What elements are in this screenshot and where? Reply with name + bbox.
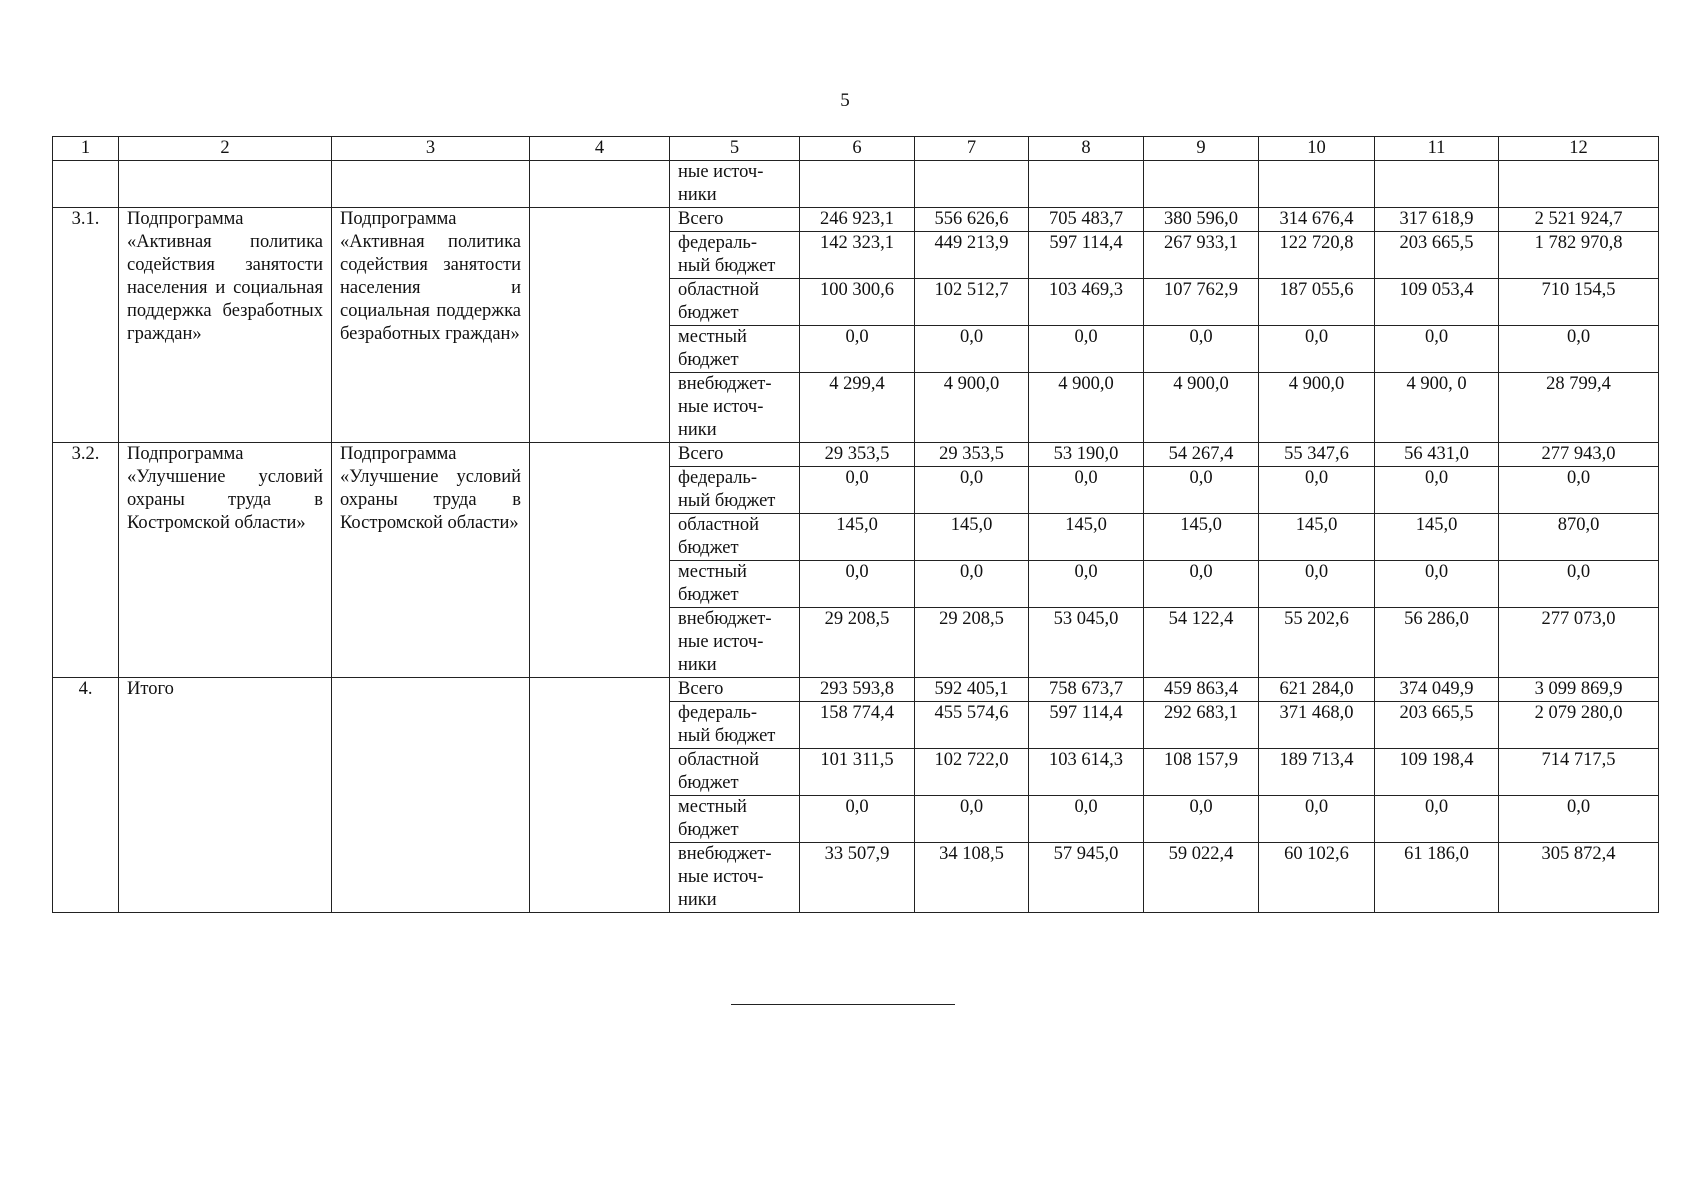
value-cell: 109 053,4 [1375, 279, 1499, 326]
source-cell [670, 443, 800, 467]
value-cell: 0,0 [1375, 326, 1499, 373]
source-line: бюджет [678, 303, 739, 323]
value-cell: 145,0 [915, 514, 1029, 561]
budget-table [52, 136, 1659, 913]
source-cell [670, 561, 800, 608]
page-number: 5 [840, 90, 850, 111]
value-cell: 0,0 [915, 796, 1029, 843]
column-4-cell [530, 443, 670, 678]
value-cell: 29 353,5 [915, 443, 1029, 467]
footer-rule [731, 1004, 955, 1005]
value-cell: 277 073,0 [1499, 608, 1659, 678]
value-cell: 203 665,5 [1375, 702, 1499, 749]
source-line: федераль- [678, 703, 758, 723]
value-cell: 203 665,5 [1375, 232, 1499, 279]
empty-cell [800, 161, 915, 208]
value-cell: 714 717,5 [1499, 749, 1659, 796]
source-line: бюджет [678, 585, 739, 605]
value-cell: 0,0 [800, 561, 915, 608]
value-cell: 107 762,9 [1144, 279, 1259, 326]
value-cell: 33 507,9 [800, 843, 915, 913]
source-line: ники [678, 185, 717, 205]
value-cell: 4 900,0 [915, 373, 1029, 443]
source-line: ники [678, 655, 717, 675]
source-line: бюджет [678, 538, 739, 558]
value-cell: 61 186,0 [1375, 843, 1499, 913]
value-cell: 317 618,9 [1375, 208, 1499, 232]
value-cell: 29 208,5 [915, 608, 1029, 678]
source-line: ники [678, 890, 717, 910]
continuation-row [53, 161, 1659, 208]
value-cell: 0,0 [1144, 467, 1259, 514]
program-executor-cell: Подпрограмма «Улучшение условий охраны труда в Костромской области» [332, 443, 530, 678]
source-line: ники [678, 420, 717, 440]
value-cell: 0,0 [1029, 326, 1144, 373]
value-cell: 102 512,7 [915, 279, 1029, 326]
value-cell: 277 943,0 [1499, 443, 1659, 467]
value-cell: 710 154,5 [1499, 279, 1659, 326]
value-cell: 0,0 [1375, 467, 1499, 514]
value-cell: 29 353,5 [800, 443, 915, 467]
value-cell: 101 311,5 [800, 749, 915, 796]
value-cell: 246 923,1 [800, 208, 915, 232]
table-body [53, 137, 1659, 913]
value-cell: 28 799,4 [1499, 373, 1659, 443]
header-cell: 5 [670, 137, 800, 161]
source-line: бюджет [678, 820, 739, 840]
value-cell: 0,0 [800, 326, 915, 373]
source-line: областной [678, 280, 759, 300]
empty-cell [530, 161, 670, 208]
value-cell: 293 593,8 [800, 678, 915, 702]
source-line: областной [678, 515, 759, 535]
source-cell [670, 279, 800, 326]
header-cell: 6 [800, 137, 915, 161]
value-cell: 621 284,0 [1259, 678, 1375, 702]
value-cell: 2 521 924,7 [1499, 208, 1659, 232]
value-cell: 4 900, 0 [1375, 373, 1499, 443]
program-name-cell: Подпрограмма «Улучшение условий охраны труда в Костромской области» [119, 443, 332, 678]
value-cell: 109 198,4 [1375, 749, 1499, 796]
value-cell: 0,0 [1144, 326, 1259, 373]
source-line: внебюджет- [678, 844, 772, 864]
value-cell: 449 213,9 [915, 232, 1029, 279]
value-cell: 0,0 [1375, 561, 1499, 608]
column-4-cell [530, 678, 670, 913]
empty-cell [332, 161, 530, 208]
value-cell: 4 900,0 [1259, 373, 1375, 443]
header-cell: 3 [332, 137, 530, 161]
value-cell: 53 045,0 [1029, 608, 1144, 678]
source-line: бюджет [678, 350, 739, 370]
source-cell [670, 326, 800, 373]
value-cell: 556 626,6 [915, 208, 1029, 232]
value-cell: 374 049,9 [1375, 678, 1499, 702]
column-4-cell [530, 208, 670, 443]
source-line: ный бюджет [678, 491, 776, 511]
source-cell [670, 373, 800, 443]
value-cell: 0,0 [1499, 467, 1659, 514]
source-cell [670, 514, 800, 561]
value-cell: 0,0 [1259, 796, 1375, 843]
value-cell: 103 469,3 [1029, 279, 1144, 326]
table-row [53, 208, 1659, 232]
source-line: ные источ- [678, 397, 764, 417]
value-cell: 53 190,0 [1029, 443, 1144, 467]
program-executor-cell [332, 678, 530, 913]
empty-cell [1029, 161, 1144, 208]
source-line: ные источ- [678, 162, 764, 182]
value-cell: 4 900,0 [1144, 373, 1259, 443]
empty-cell [1144, 161, 1259, 208]
source-line: местный [678, 327, 747, 347]
row-number: 3.2. [53, 443, 119, 678]
value-cell: 1 782 970,8 [1499, 232, 1659, 279]
value-cell: 56 286,0 [1375, 608, 1499, 678]
value-cell: 3 099 869,9 [1499, 678, 1659, 702]
source-line: Всего [678, 209, 724, 229]
empty-cell [1259, 161, 1375, 208]
value-cell: 60 102,6 [1259, 843, 1375, 913]
source-cell [670, 467, 800, 514]
source-line: местный [678, 797, 747, 817]
value-cell: 145,0 [1375, 514, 1499, 561]
value-cell: 103 614,3 [1029, 749, 1144, 796]
source-cell [670, 161, 800, 208]
value-cell: 0,0 [800, 467, 915, 514]
value-cell: 0,0 [1259, 326, 1375, 373]
header-row [53, 137, 1659, 161]
value-cell: 100 300,6 [800, 279, 915, 326]
value-cell: 4 299,4 [800, 373, 915, 443]
program-executor-cell: Подпрограмма «Активная политика содействия занятости населения и социальная поддержка безработных граждан» [332, 208, 530, 443]
empty-cell [53, 161, 119, 208]
source-line: областной [678, 750, 759, 770]
empty-cell [119, 161, 332, 208]
table-row [53, 443, 1659, 467]
source-line: Всего [678, 679, 724, 699]
value-cell: 459 863,4 [1144, 678, 1259, 702]
value-cell: 371 468,0 [1259, 702, 1375, 749]
value-cell: 597 114,4 [1029, 702, 1144, 749]
source-cell [670, 678, 800, 702]
value-cell: 870,0 [1499, 514, 1659, 561]
value-cell: 122 720,8 [1259, 232, 1375, 279]
value-cell: 158 774,4 [800, 702, 915, 749]
value-cell: 0,0 [1144, 796, 1259, 843]
value-cell: 145,0 [800, 514, 915, 561]
value-cell: 0,0 [1375, 796, 1499, 843]
value-cell: 4 900,0 [1029, 373, 1144, 443]
source-cell [670, 796, 800, 843]
value-cell: 0,0 [1029, 796, 1144, 843]
value-cell: 305 872,4 [1499, 843, 1659, 913]
table-row [53, 678, 1659, 702]
value-cell: 55 347,6 [1259, 443, 1375, 467]
value-cell: 56 431,0 [1375, 443, 1499, 467]
program-name-cell: Итого [119, 678, 332, 913]
value-cell: 29 208,5 [800, 608, 915, 678]
value-cell: 0,0 [1499, 561, 1659, 608]
source-line: внебюджет- [678, 374, 772, 394]
value-cell: 0,0 [1499, 326, 1659, 373]
value-cell: 0,0 [915, 467, 1029, 514]
source-line: ный бюджет [678, 256, 776, 276]
source-line: ный бюджет [678, 726, 776, 746]
empty-cell [1499, 161, 1659, 208]
empty-cell [915, 161, 1029, 208]
value-cell: 267 933,1 [1144, 232, 1259, 279]
value-cell: 108 157,9 [1144, 749, 1259, 796]
value-cell: 0,0 [1144, 561, 1259, 608]
value-cell: 145,0 [1144, 514, 1259, 561]
value-cell: 2 079 280,0 [1499, 702, 1659, 749]
header-cell: 9 [1144, 137, 1259, 161]
value-cell: 102 722,0 [915, 749, 1029, 796]
source-line: ные источ- [678, 867, 764, 887]
source-line: бюджет [678, 773, 739, 793]
value-cell: 597 114,4 [1029, 232, 1144, 279]
value-cell: 0,0 [1029, 467, 1144, 514]
header-cell: 1 [53, 137, 119, 161]
value-cell: 142 323,1 [800, 232, 915, 279]
value-cell: 0,0 [800, 796, 915, 843]
source-line: внебюджет- [678, 609, 772, 629]
source-line: ные источ- [678, 632, 764, 652]
value-cell: 758 673,7 [1029, 678, 1144, 702]
value-cell: 0,0 [1499, 796, 1659, 843]
value-cell: 0,0 [915, 326, 1029, 373]
value-cell: 55 202,6 [1259, 608, 1375, 678]
source-cell [670, 749, 800, 796]
value-cell: 380 596,0 [1144, 208, 1259, 232]
value-cell: 0,0 [1259, 467, 1375, 514]
source-cell [670, 843, 800, 913]
value-cell: 34 108,5 [915, 843, 1029, 913]
value-cell: 705 483,7 [1029, 208, 1144, 232]
source-cell [670, 208, 800, 232]
value-cell: 145,0 [1029, 514, 1144, 561]
header-cell: 7 [915, 137, 1029, 161]
value-cell: 54 267,4 [1144, 443, 1259, 467]
value-cell: 59 022,4 [1144, 843, 1259, 913]
header-cell: 11 [1375, 137, 1499, 161]
source-line: местный [678, 562, 747, 582]
source-cell [670, 702, 800, 749]
source-cell [670, 608, 800, 678]
row-number: 4. [53, 678, 119, 913]
value-cell: 54 122,4 [1144, 608, 1259, 678]
row-number: 3.1. [53, 208, 119, 443]
source-line: федераль- [678, 468, 758, 488]
value-cell: 187 055,6 [1259, 279, 1375, 326]
value-cell: 0,0 [1259, 561, 1375, 608]
source-line: федераль- [678, 233, 758, 253]
header-cell: 4 [530, 137, 670, 161]
value-cell: 592 405,1 [915, 678, 1029, 702]
header-cell: 8 [1029, 137, 1144, 161]
value-cell: 314 676,4 [1259, 208, 1375, 232]
value-cell: 145,0 [1259, 514, 1375, 561]
value-cell: 189 713,4 [1259, 749, 1375, 796]
value-cell: 0,0 [915, 561, 1029, 608]
value-cell: 0,0 [1029, 561, 1144, 608]
header-cell: 10 [1259, 137, 1375, 161]
header-cell: 12 [1499, 137, 1659, 161]
empty-cell [1375, 161, 1499, 208]
source-line: Всего [678, 444, 724, 464]
source-cell [670, 232, 800, 279]
header-cell: 2 [119, 137, 332, 161]
program-name-cell: Подпрограмма «Активная политика содействия занятости населения и социальная поддержка безработных граждан» [119, 208, 332, 443]
value-cell: 292 683,1 [1144, 702, 1259, 749]
value-cell: 455 574,6 [915, 702, 1029, 749]
value-cell: 57 945,0 [1029, 843, 1144, 913]
